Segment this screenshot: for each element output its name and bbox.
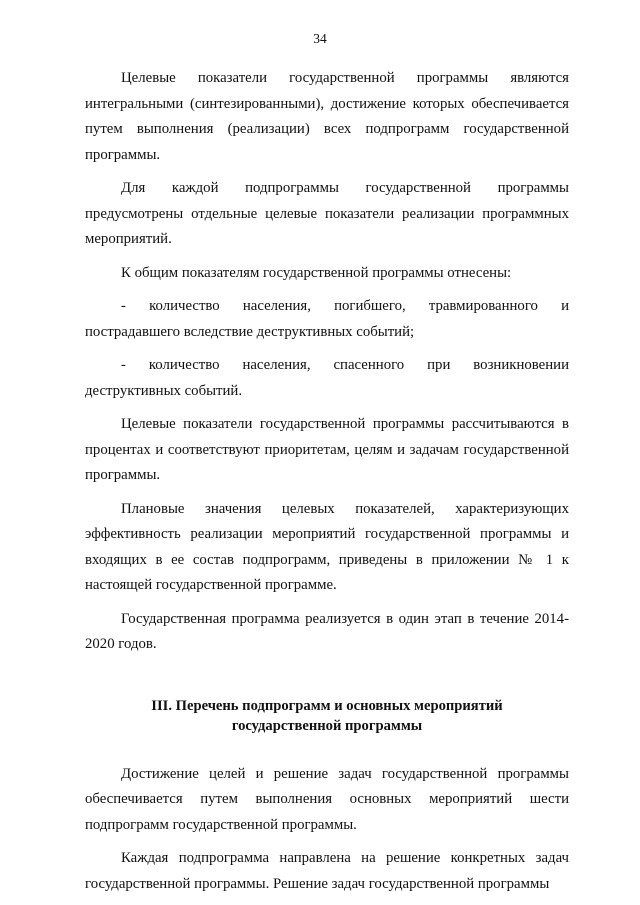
document-body: [85, 66, 569, 897]
paragraph-implementation-period: Государственная программа реализуется в один этап в течение 2014-2020 годов.: [85, 610, 569, 652]
page-number: 34: [313, 31, 327, 46]
list-item: - количество населения, погибшего, травмированного и пострадавшего вследствие деструктивных событий;: [85, 298, 569, 340]
list-item: - количество населения, спасенного при возникновении деструктивных событий.: [85, 357, 569, 399]
paragraph-general-indicators-intro: К общим показателям государственной программы отнесены:: [121, 264, 512, 281]
paragraph-goals-achievement: Достижение целей и решение задач государственной программы обеспечивается путем выполнения основных мероприятий шести подпрограмм государственной программы.: [85, 765, 569, 833]
section-heading-line: государственной программы: [231, 717, 423, 734]
paragraph-subprogram-tasks: Каждая подпрограмма направлена на решение конкретных задач государственной программы. Решение задач государственной программы: [85, 850, 569, 892]
section-heading-line: III. Перечень подпрограмм и основных мероприятий: [151, 697, 503, 714]
paragraph-calculation: Целевые показатели государственной программы рассчитываются в процентах и соответствуют приоритетам, целям и задачам государственной программы.: [85, 416, 569, 483]
paragraph-subprogram-indicators: Для каждой подпрограммы государственной программы предусмотрены отдельные целевые показатели реализации программных мероприятий.: [85, 180, 569, 247]
section-heading: [85, 696, 569, 736]
paragraph-target-indicators: Целевые показатели государственной программы являются интегральными (синтезированными), достижение которых обеспечивается путем выполнения (реализации) всех подпрограмм государственной программы.: [85, 70, 569, 163]
paragraph-planned-values: Плановые значения целевых показателей, характеризующих эффективность реализации мероприятий государственной программы и входящих в ее состав подпрограмм, приведены в приложении № 1 к настоящей государственной программе.: [85, 500, 569, 593]
